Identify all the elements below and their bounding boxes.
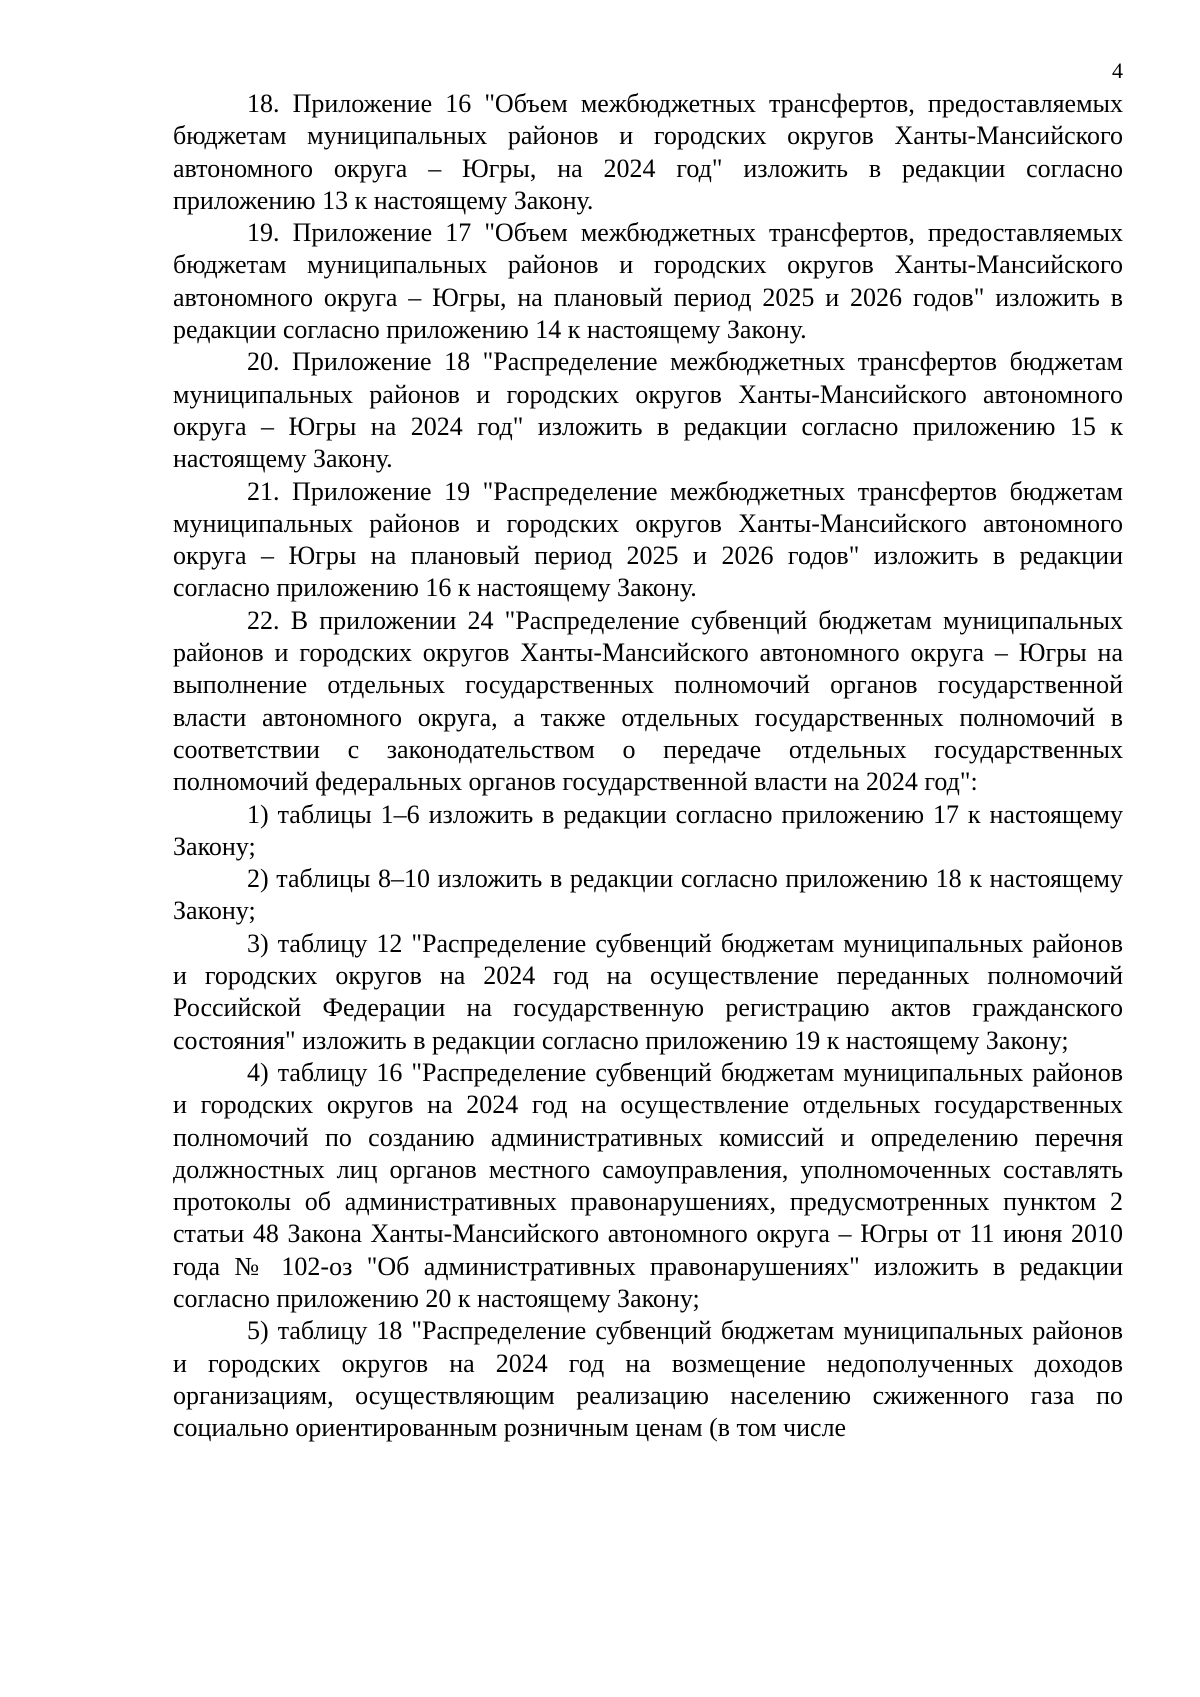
document-body	[173, 88, 1123, 1444]
item-19-paragraph: 19. Приложение 17 "Объем межбюджетных трансфертов, предоставляемых бюджетам муниципальных районов и городских округов Ханты-Мансийского автономного округа – Югры, на плановый период 2025 и 2026 годов" изложить в редакции согласно приложению 14 к настоящему Закону.	[173, 218, 1123, 345]
subitem-1-paragraph: 1) таблицы 1–6 изложить в редакции согласно приложению 17 к настоящему Закону;	[173, 799, 1123, 861]
subitem-3-paragraph: 3) таблицу 12 "Распределение субвенций бюджетам муниципальных районов и городских округов на 2024 год на осуществление переданных полномочий Российской Федерации на государственную регистрацию актов гражданского состояния" изложить в редакции согласно приложению 19 к настоящему Закону;	[173, 928, 1123, 1055]
page-number: 4	[1112, 58, 1123, 83]
item-20-paragraph: 20. Приложение 18 "Распределение межбюджетных трансфертов бюджетам муниципальных районов и городских округов Ханты-Мансийского автономного округа – Югры на 2024 год" изложить в редакции согласно приложению 15 к настоящему Закону.	[173, 347, 1123, 474]
subitem-4-paragraph: 4) таблицу 16 "Распределение субвенций бюджетам муниципальных районов и городских округов на 2024 год на осуществление отдельных государственных полномочий по созданию административных комиссий и определению перечня должностных лиц органов местного самоуправления, уполномоченных составлять протоколы об административных правонарушениях, предусмотренных пунктом 2 статьи 48 Закона Ханты-Мансийского автономного округа – Югры от 11 июня 2010 года № 102-оз "Об административных правонарушениях" изложить в редакции согласно приложению 20 к настоящему Закону;	[173, 1057, 1123, 1313]
subitem-5-paragraph: 5) таблицу 18 "Распределение субвенций бюджетам муниципальных районов и городских округов на 2024 год на возмещение недополученных доходов организациям, осуществляющим реализацию населению сжиженного газа по социально ориентированным розничным ценам (в том числе	[173, 1316, 1123, 1443]
item-18-paragraph: 18. Приложение 16 "Объем межбюджетных трансфертов, предоставляемых бюджетам муниципальных районов и городских округов Ханты-Мансийского автономного округа – Югры, на 2024 год" изложить в редакции согласно приложению 13 к настоящему Закону.	[173, 89, 1123, 215]
subitem-2-paragraph: 2) таблицы 8–10 изложить в редакции согласно приложению 18 к настоящему Закону;	[173, 864, 1123, 926]
item-21-paragraph: 21. Приложение 19 "Распределение межбюджетных трансфертов бюджетам муниципальных районов и городских округов Ханты-Мансийского автономного округа – Югры на плановый период 2025 и 2026 годов" изложить в редакции согласно приложению 16 к настоящему Закону.	[173, 476, 1123, 603]
item-22-paragraph: 22. В приложении 24 "Распределение субвенций бюджетам муниципальных районов и городских округов Ханты-Мансийского автономного округа – Югры на выполнение отдельных государственных полномочий органов государственной власти автономного округа, а также отдельных государственных полномочий в соответствии с законодательством о передаче отдельных государственных полномочий федеральных органов государственной власти на 2024 год":	[173, 605, 1123, 797]
